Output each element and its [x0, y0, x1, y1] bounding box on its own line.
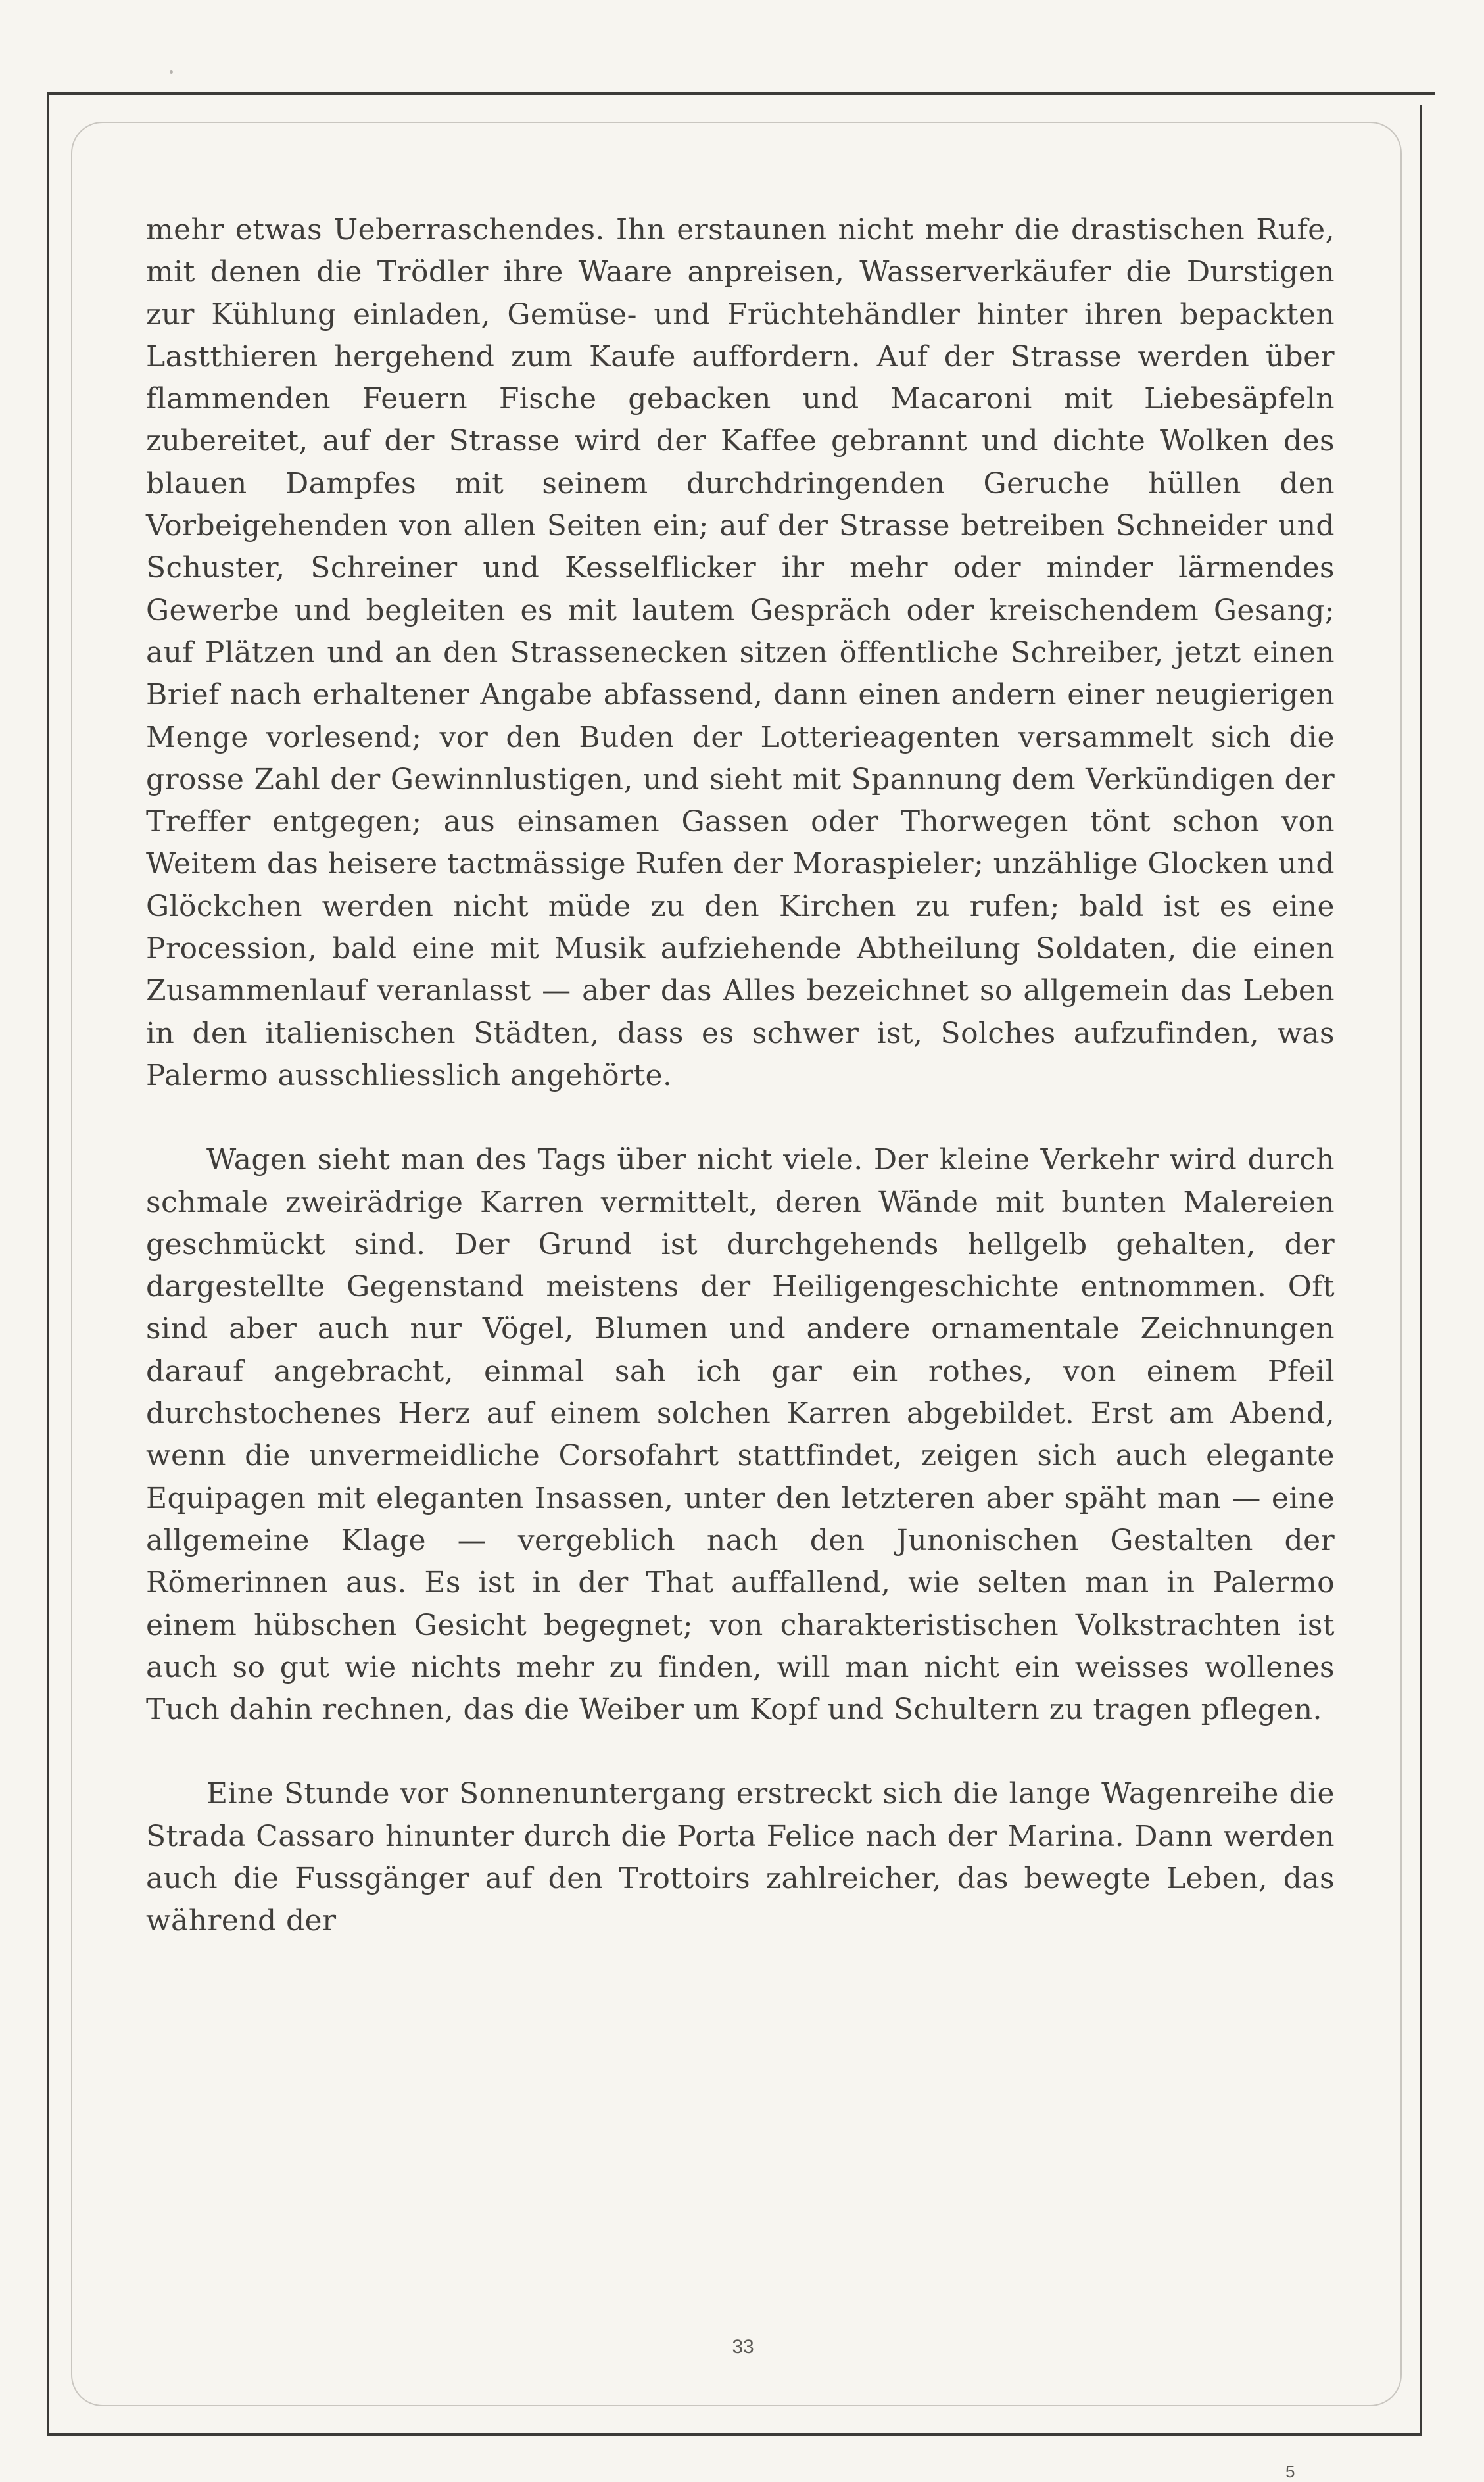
outer-frame-right-rule [1420, 105, 1422, 2433]
outer-frame-top-rule [47, 92, 1435, 95]
outer-frame-bottom-rule [47, 2433, 1422, 2436]
signature-mark: 5 [1285, 2462, 1295, 2481]
page-number: 33 [732, 2336, 754, 2358]
paragraph-2: Wagen sieht man des Tags über nicht viele. Der kleine Verkehr wird durch schmale zweirädrige Karren vermittelt, deren Wände mit bunten Malereien geschmückt sind. Der Grund ist durchgehends hellgelb gehalten, der dargestellte Gegenstand meistens der Heiligengeschichte entnommen. Oft sind aber auch nur Vögel, Blumen und andere ornamentale Zeichnungen darauf angebracht, einmal sah ich gar ein rothes, von einem Pfeil durchstochenes Herz auf einem solchen Karren abgebildet. Erst am Abend, wenn die unvermeidliche Corsofahrt stattfindet, zeigen sich auch elegante Equipagen mit eleganten Insassen, unter den letzteren aber späht man — eine allgemeine Klage — vergeblich nach den Junonischen Gestalten der Römerinnen aus. Es ist in der That auffallend, wie selten man in Palermo einem hübschen Gesicht begegnet; von charakteristischen Volkstrachten ist auch so gut wie nichts mehr zu finden, will man nicht ein weisses wollenes Tuch dahin rechnen, das die Weiber um Kopf und Schultern zu tragen pflegen. [146, 1143, 1335, 1727]
page-body-text [146, 209, 1335, 1943]
outer-frame-left-rule [47, 92, 49, 2433]
paper-speck [170, 70, 173, 74]
paragraph-3: Eine Stunde vor Sonnenuntergang erstreckt sich die lange Wagenreihe die Strada Cassaro hinunter durch die Porta Felice nach der Marina. Dann werden auch die Fussgänger auf den Trottoirs zahlreicher, das bewegte Leben, das während der [146, 1777, 1335, 1938]
paragraph-1: mehr etwas Ueberraschendes. Ihn erstaunen nicht mehr die drastischen Rufe, mit denen die Trödler ihre Waare anpreisen, Wasserverkäufer die Durstigen zur Kühlung einladen, Gemüse- und Früchtehändler hinter ihren bepackten Lastthieren hergehend zum Kaufe auffordern. Auf der Strasse werden über flammenden Feuern Fische gebacken und Macaroni mit Liebesäpfeln zubereitet, auf der Strasse wird der Kaffee gebrannt und dichte Wolken des blauen Dampfes mit seinem durchdringenden Geruche hüllen den Vorbeigehenden von allen Seiten ein; auf der Strasse betreiben Schneider und Schuster, Schreiner und Kesselflicker ihr mehr oder minder lärmendes Gewerbe und begleiten es mit lautem Gespräch oder kreischendem Gesang; auf Plätzen und an den Strassenecken sitzen öffentliche Schreiber, jetzt einen Brief nach erhaltener Angabe abfassend, dann einen andern einer neugierigen Menge vorlesend; vor den Buden der Lotterieagenten versammelt sich die grosse Zahl der Gewinnlustigen, und sieht mit Spannung dem Verkündigen der Treffer entgegen; aus einsamen Gassen oder Thorwegen tönt schon von Weitem das heisere tactmässige Rufen der Moraspieler; unzählige Glocken und Glöckchen werden nicht müde zu den Kirchen zu rufen; bald ist es eine Procession, bald eine mit Musik aufziehende Abtheilung Soldaten, die einen Zusammenlauf veranlasst — aber das Alles bezeichnet so allgemein das Leben in den italienischen Städten, dass es schwer ist, Solches aufzufinden, was Palermo ausschliesslich angehörte. [146, 213, 1335, 1092]
